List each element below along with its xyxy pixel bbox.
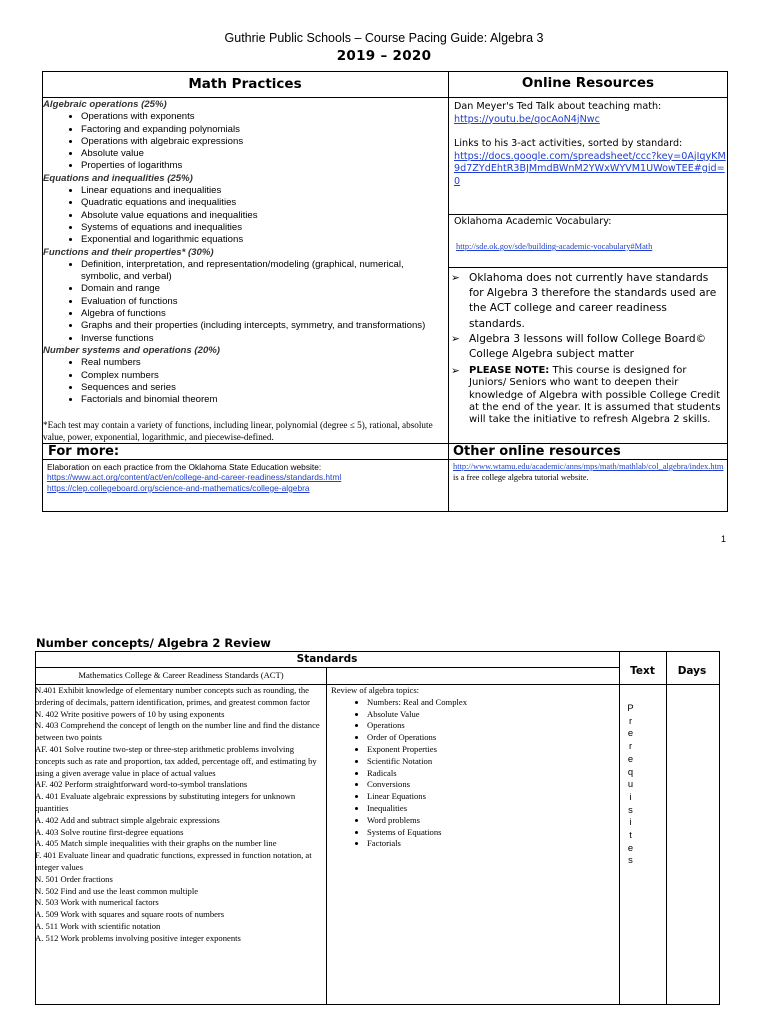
practice-item: • Graphs and their properties (including intercepts, symmetry, and transformations) xyxy=(81,320,446,332)
online-resources-header: Online Resources xyxy=(521,75,655,91)
table-divider xyxy=(666,651,667,1004)
prereq-letter: q xyxy=(627,765,634,777)
table-divider xyxy=(448,214,728,215)
section-title: Number concepts/ Algebra 2 Review xyxy=(36,636,271,650)
prereq-letter: t xyxy=(629,829,632,841)
note-bold: PLEASE NOTE: xyxy=(469,365,550,377)
arrow-bullet-icon: ➢ xyxy=(451,332,460,345)
act-header: Mathematics College & Career Readiness Standards (ACT) xyxy=(78,670,284,680)
practice-item: • Algebra of functions xyxy=(81,308,446,320)
review-item: • Order of Operations xyxy=(367,732,615,744)
category-title: Number systems and operations (20%) xyxy=(43,344,221,356)
standard-item: A. 403 Solve routine first-degree equations xyxy=(35,826,184,837)
practice-item: • Definition, interpretation, and representation/modeling (graphical, numerical, symbolic, and verbal) xyxy=(81,259,446,284)
review-item: • Word problems xyxy=(367,815,615,827)
review-item: • Linear Equations xyxy=(367,791,615,803)
standard-item: A. 512 Work problems involving positive integer exponents xyxy=(35,932,241,943)
practice-item: • Absolute value equations and inequalities xyxy=(81,210,446,222)
practice-item: • Absolute value xyxy=(81,148,446,160)
prerequisites-label xyxy=(619,702,642,867)
days-header: Days xyxy=(677,665,707,677)
table-divider xyxy=(326,667,327,1004)
notes-list xyxy=(451,271,726,426)
online-resources-text xyxy=(454,101,726,188)
note-item xyxy=(451,332,726,362)
table-divider xyxy=(42,459,728,460)
standard-item: N. 502 Find and use the least common multiple xyxy=(35,885,199,896)
standard-item: A. 405 Match simple inequalities with their graphs on the number line xyxy=(35,838,277,849)
note-item xyxy=(451,365,726,426)
standard-item: N.401 Exhibit knowledge of elementary number concepts such as rounding, the ordering of decimals, pattern identification, primes, and greatest common factor xyxy=(35,685,310,707)
practice-item: • Linear equations and inequalities xyxy=(81,185,446,197)
standard-item: A. 402 Add and subtract simple algebraic expressions xyxy=(35,814,220,825)
note-text: Algebra 3 lessons will follow College Board© College Algebra subject matter xyxy=(469,332,707,361)
standard-item: A. 511 Work with scientific notation xyxy=(35,920,161,931)
other-online-header: Other online resources xyxy=(453,444,621,459)
page-number: 1 xyxy=(721,534,727,544)
standard-item: A. 401 Evaluate algebraic expressions by substituting integers for unknown quantities xyxy=(35,791,296,813)
table-divider xyxy=(448,71,449,511)
category-title: Functions and their properties* (30%) xyxy=(43,246,214,258)
review-item: • Conversions xyxy=(367,779,615,791)
practice-item: • Sequences and series xyxy=(81,382,446,394)
practice-item: • Factorials and binomial theorem xyxy=(81,394,446,406)
prereq-letter: s xyxy=(628,854,633,866)
prereq-letter: P xyxy=(627,702,634,713)
vocab-link[interactable]: http://sde.ok.gov/sde/building-academic-vocabulary#Math xyxy=(456,242,653,251)
prereq-letter: r xyxy=(628,740,633,752)
standard-item: N. 402 Write positive powers of 10 by using exponents xyxy=(35,708,225,719)
document-title: Guthrie Public Schools – Course Pacing Guide: Algebra 3 xyxy=(224,31,544,45)
practice-item: • Operations with exponents xyxy=(81,111,446,123)
clep-link[interactable]: https://clep.collegeboard.org/science-and-mathematics/college-algebra xyxy=(47,482,310,493)
review-item: • Inequalities xyxy=(367,803,615,815)
arrow-bullet-icon: ➢ xyxy=(451,272,460,284)
school-year: 2019 – 2020 xyxy=(336,48,432,64)
practice-item: • Factoring and expanding polynomials xyxy=(81,124,446,136)
standard-item: N. 501 Order fractions xyxy=(35,873,113,884)
vocab-label: Oklahoma Academic Vocabulary: xyxy=(454,216,612,227)
note-text: This course is designed for Juniors/ Seniors who want to deepen their knowledge of Algebra with possible College Credit at the end of the year. It is assumed that students will take the initiative to refresh Algebra 2 skills. xyxy=(469,365,721,426)
threeact-link[interactable]: https://docs.google.com/spreadsheet/ccc?key=0AjIqyKM9d7ZYdEhtR3BJMmdBWnM2YWxWYVM1UWowTEE#gid= xyxy=(454,150,726,174)
other-online-content xyxy=(453,462,725,483)
standard-item: N. 503 Work with numerical factors xyxy=(35,897,159,908)
table-divider xyxy=(42,443,728,444)
standards-header: Standards xyxy=(296,653,358,665)
wtamu-text: is a free college algebra tutorial website. xyxy=(453,472,589,482)
wtamu-link[interactable]: http://www.wtamu.edu/academic/anns/mps/math/mathlab/col_algebra/index.htm xyxy=(453,462,724,471)
standard-item: N. 403 Comprehend the concept of length on the number line and find the distance between two points xyxy=(35,720,320,743)
practice-item: • Inverse functions xyxy=(81,333,446,345)
review-item: • Exponent Properties xyxy=(367,744,615,756)
review-topics xyxy=(331,685,615,850)
for-more-text: Elaboration on each practice from the Oklahoma State Education website: xyxy=(47,462,322,472)
for-more-content xyxy=(47,462,445,493)
act-standards-link[interactable]: https://www.act.org/content/act/en/college-and-career-readiness/standards.html xyxy=(47,472,342,483)
review-item: • Factorials xyxy=(367,838,615,850)
ted-label: Dan Meyer's Ted Talk about teaching math: xyxy=(454,101,662,112)
prereq-letter: i xyxy=(629,790,632,802)
standard-item: F. 401 Evaluate linear and quadratic functions, expressed in function notation, at integer values xyxy=(35,850,312,872)
prereq-letter: s xyxy=(628,803,633,815)
note-item xyxy=(451,271,726,332)
practice-item: • Operations with algebraic expressions xyxy=(81,136,446,148)
practice-item: • Real numbers xyxy=(81,357,446,369)
vocab-link-wrap xyxy=(456,242,728,253)
table-divider xyxy=(448,267,728,268)
for-more-header: For more: xyxy=(48,444,120,459)
prereq-letter: e xyxy=(627,727,634,739)
category-title: Equations and inequalities (25%) xyxy=(43,172,193,184)
standard-item: A. 509 Work with squares and square roots of numbers xyxy=(35,909,225,920)
practice-item: • Exponential and logarithmic equations xyxy=(81,234,446,246)
table-divider xyxy=(35,667,619,668)
prereq-letter: u xyxy=(627,778,634,790)
math-practices-list xyxy=(43,99,446,406)
prereq-letter: r xyxy=(628,714,633,726)
table-divider xyxy=(42,97,728,98)
prereq-letter: e xyxy=(627,752,634,764)
practice-item: • Properties of logarithms xyxy=(81,160,446,172)
practice-item: • Domain and range xyxy=(81,283,446,295)
practice-item: • Evaluation of functions xyxy=(81,296,446,308)
review-item: • Numbers: Real and Complex xyxy=(367,697,615,709)
threeact-tail[interactable]: 0 xyxy=(454,175,461,187)
standards-list xyxy=(35,685,324,945)
category-title: Algebraic operations (25%) xyxy=(43,99,167,110)
review-title: Review of algebra topics: xyxy=(331,685,420,695)
note-text: Oklahoma does not currently have standards for Algebra 3 therefore the standards used are the ACT college and career readiness standards. xyxy=(469,272,717,330)
standard-item: AF. 402 Perform straightforward word-to-symbol translations xyxy=(35,779,248,790)
review-item: • Operations xyxy=(367,720,615,732)
standard-item: AF. 401 Solve routine two-step or three-step arithmetic problems involving concepts such as rate and proportion, tax added, percentage off, and estimating by using a given average value in place of actual values xyxy=(35,743,317,778)
review-item: • Scientific Notation xyxy=(367,756,615,768)
math-practices-header: Math Practices xyxy=(188,76,302,92)
arrow-bullet-icon: ➢ xyxy=(451,365,460,378)
prereq-letter: e xyxy=(627,841,634,853)
text-header: Text xyxy=(630,665,655,677)
practice-item: • Systems of equations and inequalities xyxy=(81,222,446,234)
prereq-letter: i xyxy=(629,816,632,828)
review-item: • Absolute Value xyxy=(367,709,615,721)
practice-item: • Quadratic equations and inequalities xyxy=(81,197,446,209)
review-item: • Systems of Equations xyxy=(367,827,615,839)
practice-item: • Complex numbers xyxy=(81,370,446,382)
review-item: • Radicals xyxy=(367,768,615,780)
ted-link[interactable]: https://youtu.be/qocAoN4jNwc xyxy=(454,113,600,125)
threeact-label: Links to his 3-act activities, sorted by standard: xyxy=(454,138,683,149)
footnote: *Each test may contain a variety of functions, including linear, polynomial (degree ≤ 5), rational, absolute value, power, exponential, logarithmic, and piecewise-defined. xyxy=(43,420,433,442)
